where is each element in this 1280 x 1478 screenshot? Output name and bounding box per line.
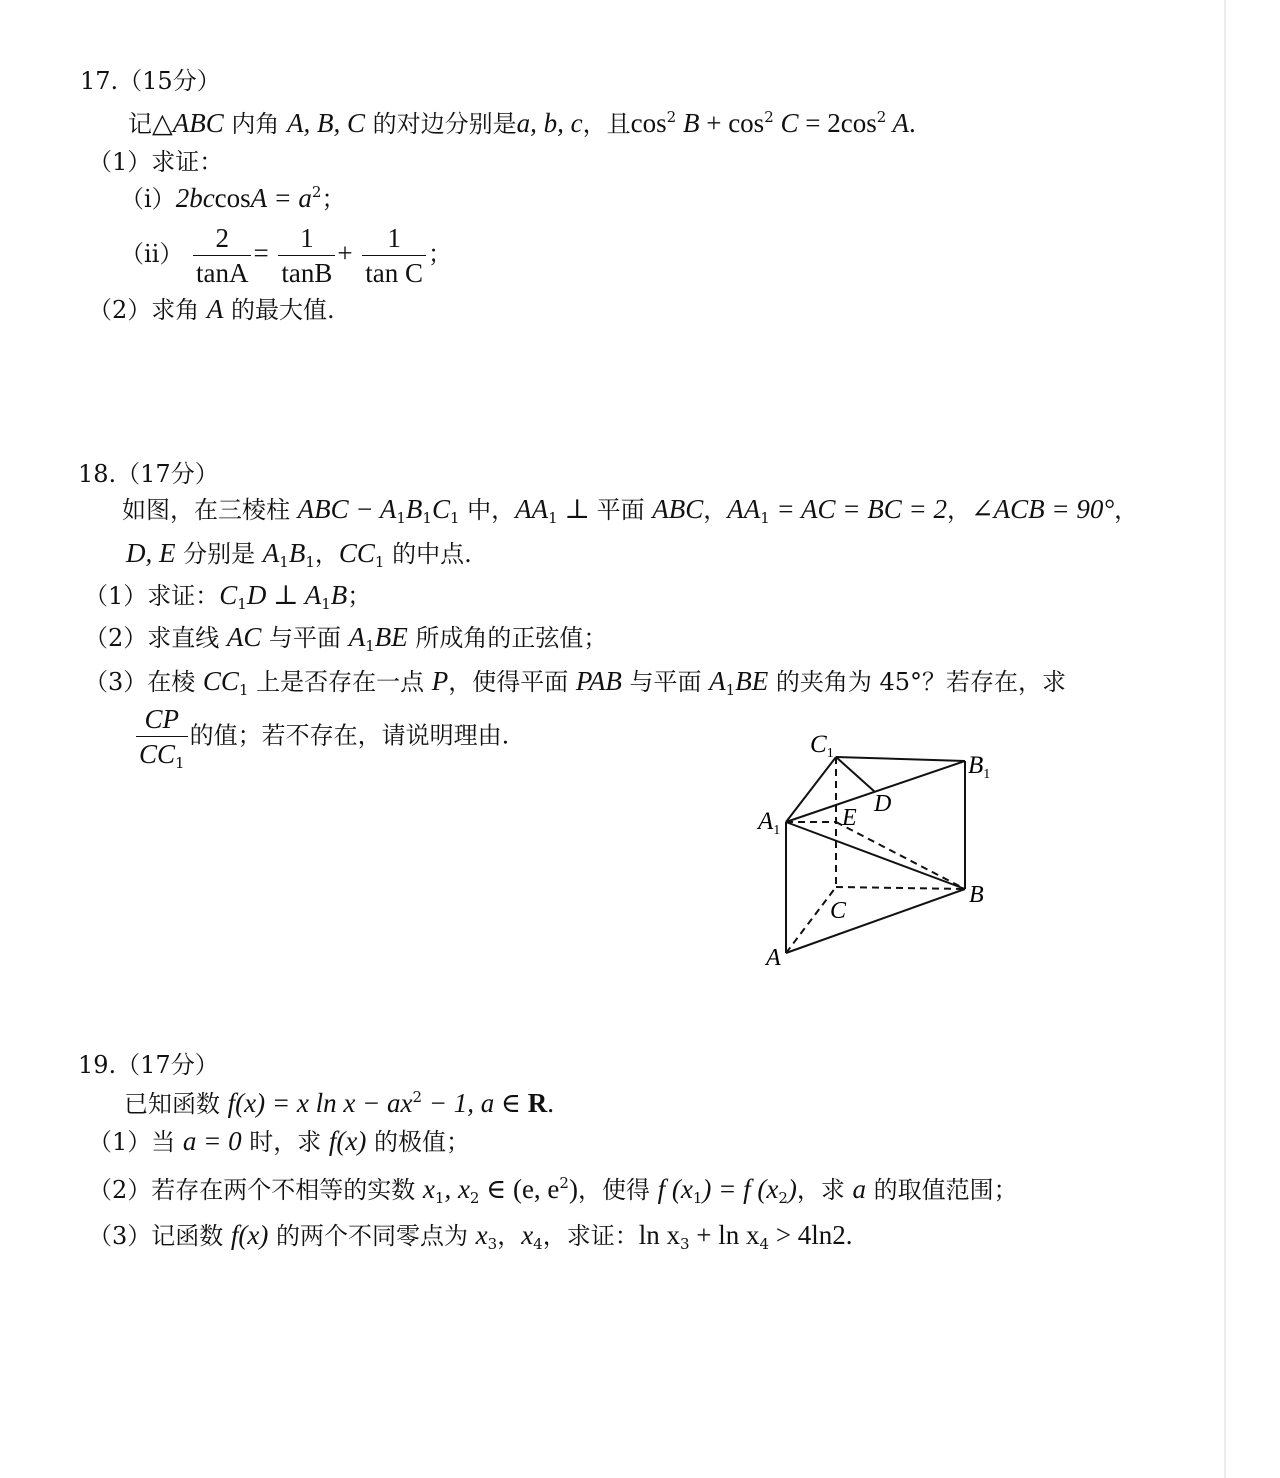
q18-part2: （2）求直线 AC 与平面 $A_1BE$ 所成角的正弦值； <box>84 622 608 655</box>
edge-C1-D <box>836 757 875 792</box>
label-E: E <box>842 805 857 831</box>
q19-header: 19.（17分） <box>78 1051 219 1079</box>
prism-figure <box>750 725 1010 975</box>
label-B1: $B_1$ <box>968 752 991 782</box>
q17-part2: （2）求角 A 的最大值. <box>88 294 335 324</box>
q17-part1: （1）求证： <box>88 148 224 176</box>
edge-C1-B1 <box>836 757 965 761</box>
q18-part1: （1）求证：$C_1D$ ⊥ $A_1B$； <box>84 580 372 613</box>
label-C1: $C_1$ <box>810 731 834 761</box>
q18-stem-line1: 如图，在三棱柱 ABC − $A_1B_1C_1$ 中，$AA_1$ ⊥ 平面 ABC，$AA_1$ = AC = BC = 2，∠ACB = 90°， <box>122 494 1139 527</box>
q19-part2: （2）若存在两个不相等的实数 $x_1$, $x_2$ ∈ (e, $e^2$)，使得 f $(x_1) = f$ $(x_2)$，求 a 的取值范围； <box>88 1174 1018 1207</box>
hidden-edge-E-B <box>836 822 965 889</box>
label-A: A <box>766 945 781 971</box>
q17-header: 17.（15分） <box>80 67 221 95</box>
q17-stem: 记△ABC 内角 A, B, C 的对边分别是a, b, c，且$\cos^2 B + \cos^2 C = 2\cos^2$ A. <box>128 108 916 138</box>
q18-part3-fraction-line: $\frac{CP}{CC_1}$ 的值；若不存在，请说明理由. <box>134 704 509 770</box>
fraction-cp-over-cc1: $\frac{CP}{CC_1}$ <box>136 704 188 770</box>
q18-stem-line2: D, E 分别是 $A_1B_1$，$CC_1$ 的中点. <box>126 538 472 571</box>
q19-stem: 已知函数 f(x) = x $\ln x - ax^2 - 1$, a ∈ R. <box>124 1088 555 1118</box>
q19-part1: （1）当 a = 0 时，求 f(x) 的极值； <box>88 1126 471 1156</box>
label-A1: $A_1$ <box>758 808 781 838</box>
q17-part1-i: （ⅰ）2bccosA = $a^2$； <box>120 183 346 213</box>
q18-header: 18.（17分） <box>78 460 219 488</box>
fraction: $\frac{2}{\tan A}$ <box>193 223 251 288</box>
fraction: $\frac{1}{\tan B}$ <box>278 223 335 288</box>
page-edge <box>1224 0 1226 1478</box>
q18-part3: （3）在棱 $CC_1$ 上是否存在一点 P，使得平面 PAB 与平面 $A_1BE$ 的夹角为 45°？若存在，求 <box>84 666 1066 699</box>
label-C: C <box>830 898 847 924</box>
edge-A1-C1 <box>786 757 836 822</box>
q17-part1-ii: （ⅱ） $\frac{2}{\tan A}$ = $\frac{1}{\tan B}$ + $\frac{1}{\text{tan C}}$ ； <box>120 223 452 288</box>
edge-A1-B <box>786 822 965 889</box>
hidden-edge-C-B <box>836 887 965 889</box>
q19-part3: （3）记函数 f(x) 的两个不同零点为 $x_3$，$x_4$，求证：$\ln x_3 + \ln x_4 > 4\ln 2$. <box>88 1220 853 1253</box>
edge-A-B <box>786 889 965 953</box>
label-B: B <box>969 882 984 908</box>
fraction: $\frac{1}{\text{tan C}}$ <box>362 223 426 288</box>
label-D: D <box>874 791 892 817</box>
